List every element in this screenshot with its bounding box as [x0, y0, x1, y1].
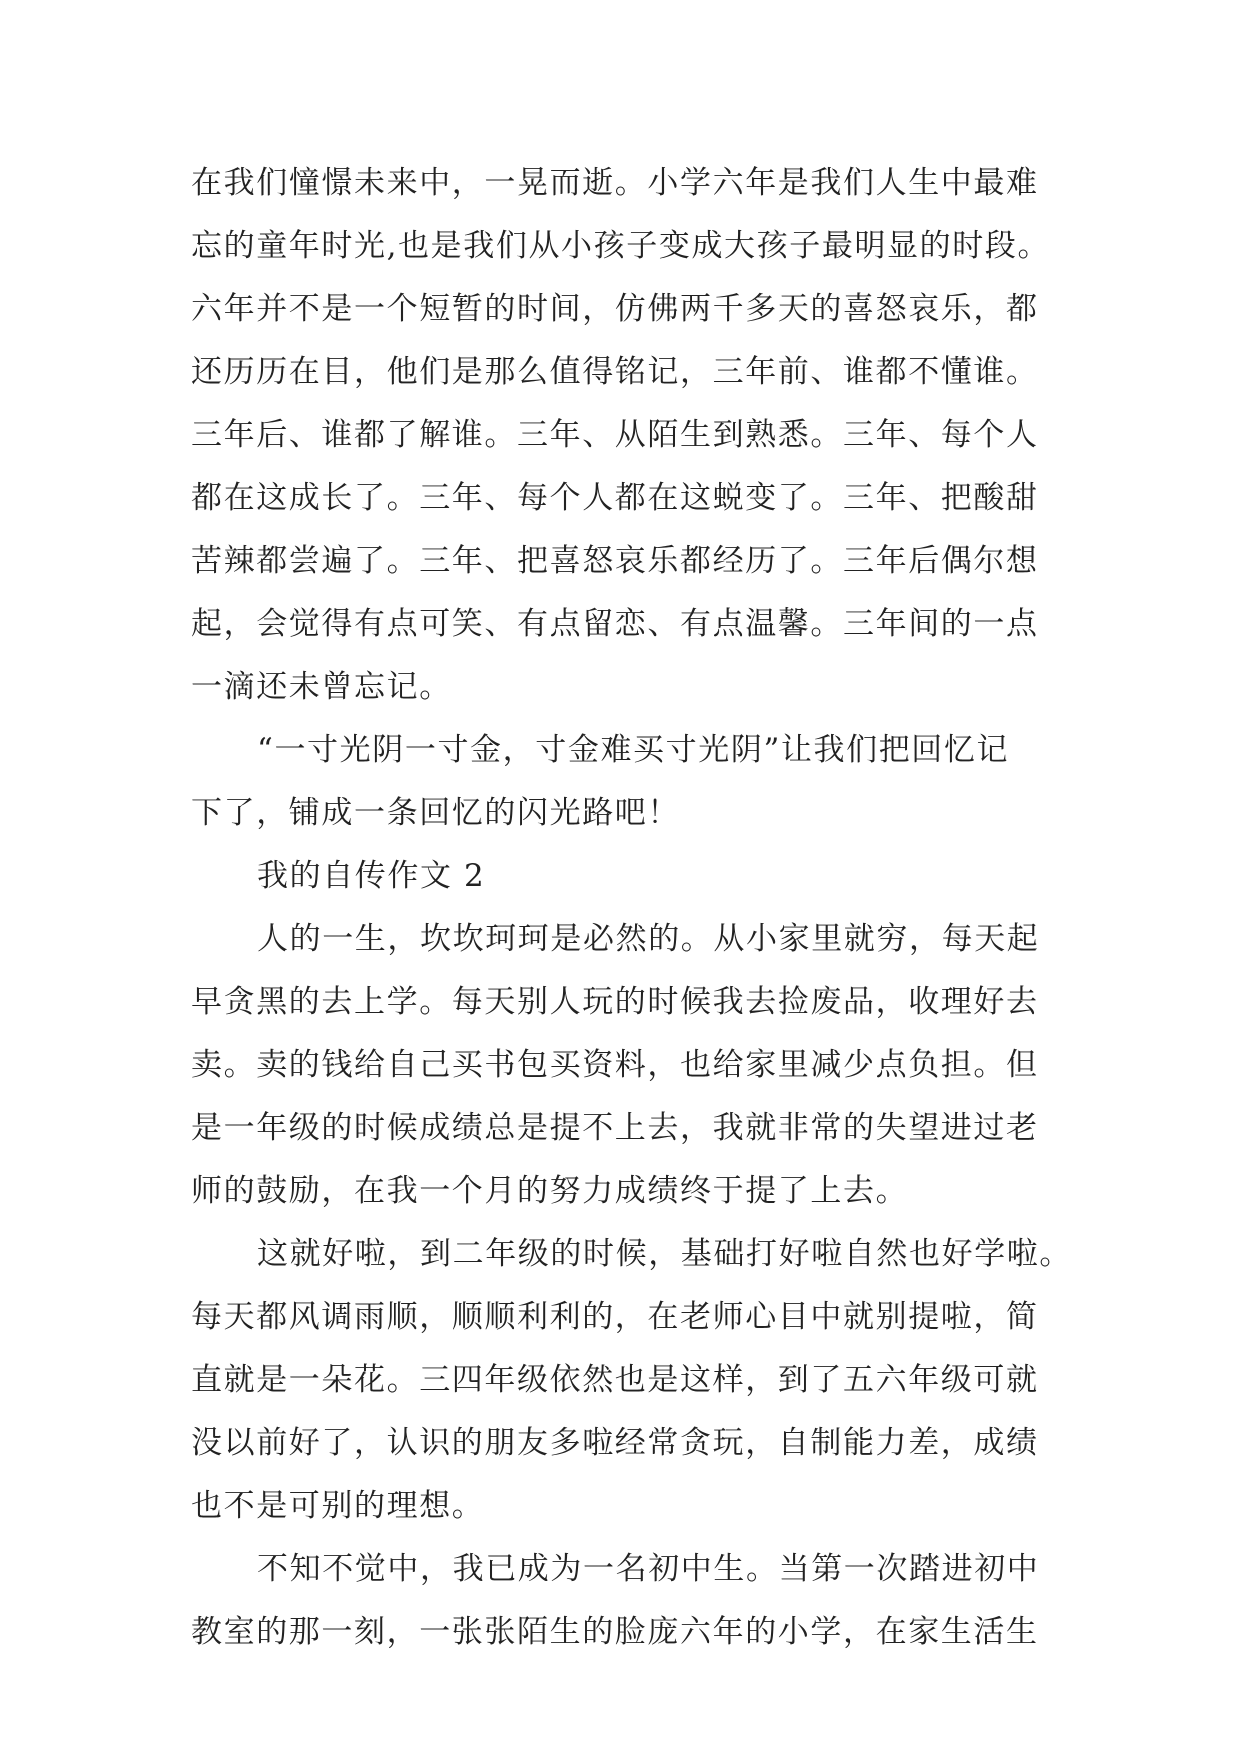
- text-line: 不知不觉中，我已成为一名初中生。当第一次踏进初中: [257, 1551, 1040, 1587]
- text-line: 一滴还未曾忘记。: [191, 669, 452, 705]
- text-line: 在我们憧憬未来中，一晃而逝。小学六年是我们人生中最难: [191, 165, 1039, 201]
- text-line: 下了，铺成一条回忆的闪光路吧！: [191, 795, 680, 831]
- text-line: 六年并不是一个短暂的时间，仿佛两千多天的喜怒哀乐，都: [191, 291, 1039, 327]
- text-line: 每天都风调雨顺，顺顺利利的，在老师心目中就别提啦，简: [191, 1299, 1039, 1335]
- text-line: 也不是可别的理想。: [191, 1488, 485, 1524]
- text-line: 教室的那一刻，一张张陌生的脸庞六年的小学，在家生活生: [191, 1614, 1039, 1650]
- text-line: 没以前好了，认识的朋友多啦经常贪玩，自制能力差，成绩: [191, 1425, 1039, 1461]
- text-line: 这就好啦，到二年级的时候，基础打好啦自然也好学啦。: [257, 1236, 1072, 1272]
- text-line: 苦辣都尝遍了。三年、把喜怒哀乐都经历了。三年后偶尔想: [191, 543, 1039, 579]
- text-line: 直就是一朵花。三四年级依然也是这样，到了五六年级可就: [191, 1362, 1039, 1398]
- text-line: 人的一生，坎坎珂珂是必然的。从小家里就穷，每天起: [257, 921, 1040, 957]
- section-heading: 我的自传作文 2: [257, 858, 486, 894]
- text-line: 卖。卖的钱给自己买书包买资料，也给家里减少点负担。但: [191, 1047, 1039, 1083]
- text-line: 是一年级的时候成绩总是提不上去，我就非常的失望进过老: [191, 1110, 1039, 1146]
- text-line: 师的鼓励，在我一个月的努力成绩终于提了上去。: [191, 1173, 909, 1209]
- text-line: 还历历在目，他们是那么值得铭记，三年前、谁都不懂谁。: [191, 354, 1039, 390]
- text-line: 三年后、谁都了解谁。三年、从陌生到熟悉。三年、每个人: [191, 417, 1039, 453]
- text-line: 早贪黑的去上学。每天别人玩的时候我去捡废品，收理好去: [191, 984, 1039, 1020]
- text-line: “一寸光阴一寸金，寸金难买寸光阴”让我们把回忆记: [257, 732, 1010, 768]
- text-line: 忘的童年时光,也是我们从小孩子变成大孩子最明显的时段。: [191, 228, 1051, 264]
- text-line: 起，会觉得有点可笑、有点留恋、有点温馨。三年间的一点: [191, 606, 1039, 642]
- text-line: 都在这成长了。三年、每个人都在这蜕变了。三年、把酸甜: [191, 480, 1039, 516]
